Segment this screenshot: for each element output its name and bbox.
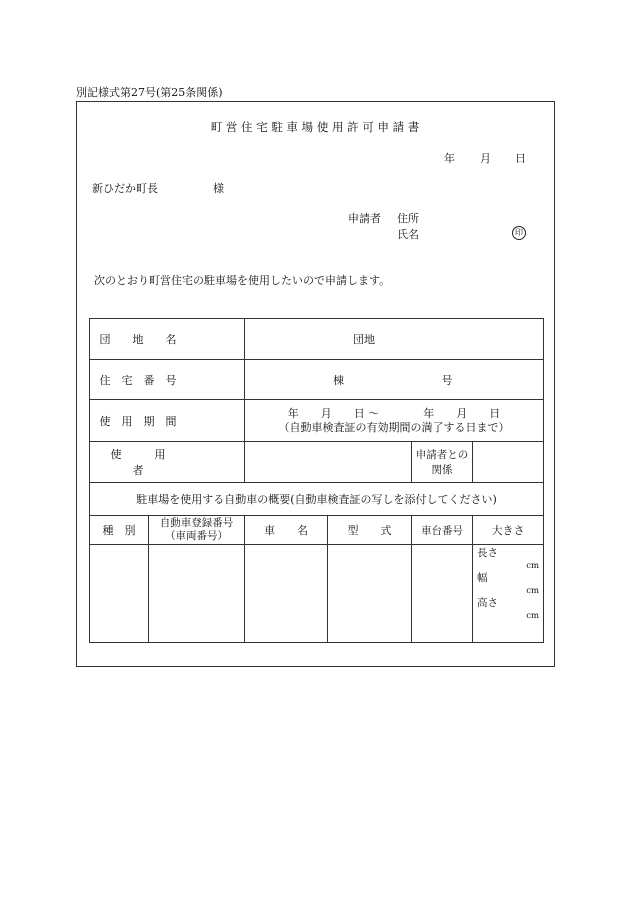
application-table bbox=[89, 318, 544, 643]
application-statement: 次のとおり町営住宅の駐車場を使用したいので申請します。 bbox=[94, 274, 391, 287]
size-length-unit: cm bbox=[526, 560, 540, 571]
applicant-label: 申請者 bbox=[348, 212, 381, 225]
danchi-label-cell bbox=[90, 319, 245, 360]
vehicle-caption-cell bbox=[90, 483, 544, 516]
period-value-cell[interactable] bbox=[245, 400, 544, 442]
vehicle-type-cell[interactable] bbox=[90, 545, 149, 643]
col-registration-number bbox=[149, 516, 245, 545]
vehicle-size-cell[interactable] bbox=[473, 545, 544, 643]
col-size: 大きさ bbox=[473, 516, 544, 545]
house-label-cell bbox=[90, 360, 245, 400]
period-label: 使 用 期 間 bbox=[99, 414, 177, 428]
vehicle-model-cell[interactable] bbox=[328, 545, 412, 643]
size-width-unit: cm bbox=[526, 585, 540, 596]
col-model: 型 式 bbox=[328, 516, 412, 545]
danchi-value-cell[interactable] bbox=[245, 319, 544, 360]
house-unit-building: 棟 bbox=[333, 373, 344, 387]
vehicle-registration-cell[interactable] bbox=[149, 545, 245, 643]
vehicle-chassis-cell[interactable] bbox=[412, 545, 473, 643]
date-month: 月 bbox=[480, 152, 491, 165]
user-label: 使 用 者 bbox=[110, 448, 199, 477]
vehicle-name-cell[interactable] bbox=[245, 545, 328, 643]
vehicle-section-caption: 駐車場を使用する自動車の概要(自動車検査証の写しを添付してください) bbox=[136, 493, 497, 506]
period-note: （自動車検査証の有効期間の満了する日まで） bbox=[278, 420, 510, 434]
house-label: 住 宅 番 号 bbox=[99, 373, 177, 387]
form-reference-number: 別記様式第27号(第25条関係) bbox=[76, 86, 223, 99]
addressee-honorific: 様 bbox=[213, 182, 224, 195]
house-unit-number: 号 bbox=[441, 373, 453, 387]
danchi-label: 団 地 名 bbox=[99, 333, 177, 346]
relation-label: 申請者との関係 bbox=[415, 449, 469, 476]
seal-icon: 印 bbox=[512, 226, 526, 240]
col-type: 種 別 bbox=[90, 516, 149, 545]
applicant-name-label: 氏名 bbox=[397, 228, 419, 241]
form-title: 町 営 住 宅 駐 車 場 使 用 許 可 申 請 書 bbox=[210, 120, 420, 134]
size-height-unit: cm bbox=[526, 610, 540, 621]
relation-label-cell bbox=[412, 442, 473, 483]
period-range: 年 月 日 〜 年 月 日 bbox=[287, 406, 501, 420]
danchi-value: 団地 bbox=[353, 333, 376, 346]
col-registration-number-label: 自動車登録番号 bbox=[159, 517, 234, 529]
date-day: 日 bbox=[515, 152, 526, 165]
col-chassis-number: 車台番号 bbox=[412, 516, 473, 545]
house-value-cell[interactable] bbox=[245, 360, 544, 400]
user-label-cell bbox=[90, 442, 245, 483]
period-label-cell bbox=[90, 400, 245, 442]
col-car-name: 車 名 bbox=[245, 516, 328, 545]
size-width-label: 幅 bbox=[477, 572, 488, 585]
date-year: 年 bbox=[444, 152, 455, 165]
size-length-label: 長さ bbox=[477, 547, 498, 559]
user-value-cell[interactable] bbox=[245, 442, 412, 483]
addressee-name: 新ひだか町長 bbox=[92, 182, 158, 195]
relation-value-cell[interactable] bbox=[473, 442, 544, 483]
col-vehicle-number-label: （車両番号） bbox=[165, 530, 228, 542]
applicant-address-label: 住所 bbox=[397, 212, 419, 225]
size-height-label: 高さ bbox=[477, 597, 498, 610]
